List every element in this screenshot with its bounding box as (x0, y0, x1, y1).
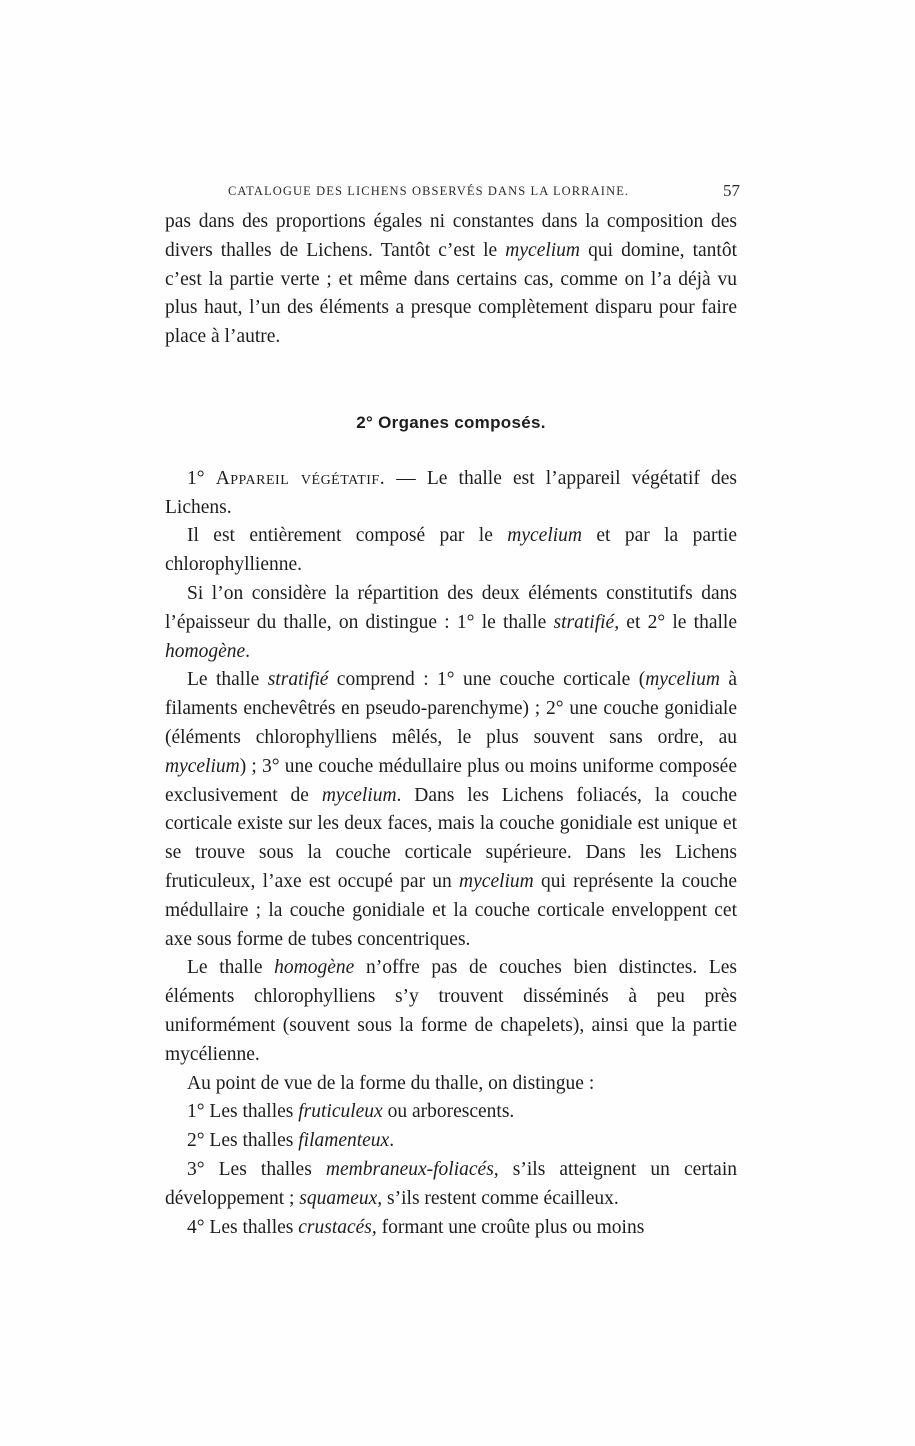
text-run: . (389, 1130, 395, 1152)
text-run: et 2° le thalle (619, 611, 737, 633)
italic-term: mycelium (459, 870, 534, 892)
text-run: s’ils atteignent un certain développement ; (165, 1158, 738, 1209)
italic-term: membraneux-foliacés, (325, 1158, 499, 1180)
body-text (165, 208, 737, 1242)
list-item-crustaces (165, 1214, 737, 1243)
text-run: formant une croûte plus ou moins (376, 1216, 645, 1238)
italic-term: mycelium (321, 784, 397, 806)
running-header (228, 181, 740, 203)
list-item-fruticuleux (165, 1098, 737, 1127)
text-run: et par la partie chlorophyllienne. (165, 525, 737, 576)
italic-term: fruticuleux (298, 1101, 383, 1123)
italic-term: filamenteux (298, 1130, 390, 1152)
italic-term: squameux, (299, 1187, 383, 1209)
italic-term: stratifié, (553, 611, 620, 633)
paragraph-thalle-homogene (165, 954, 737, 1069)
text-run: qui représente la couche médullaire ; la couche gonidiale et la couche corticale enveloppent cet axe sous forme de tubes concentriques. (165, 870, 737, 950)
italic-term: mycelium (505, 239, 581, 261)
italic-term: mycelium (645, 669, 720, 691)
paragraph-appareil-vegetatif (165, 465, 737, 523)
running-title: CATALOGUE DES LICHENS OBSERVÉS DANS LA LORRAINE. (228, 184, 630, 198)
text-run: à filaments enchevêtrés en pseudo-parenchyme) ; 2° une couche gonidiale (éléments chlorophylliens mêlés, le plus souvent sans ordre, au (165, 669, 738, 748)
italic-term: crustacés, (298, 1216, 377, 1238)
paragraph-thalle-stratifie (165, 666, 737, 954)
list-item-membraneux (165, 1156, 737, 1214)
italic-term: mycelium (507, 525, 582, 547)
text-run: pas dans des proportions égales ni constantes dans la composition des divers thalles de Lichens. Tantôt c’est le (165, 211, 737, 261)
text-run: . Dans les Lichens foliacés, la couche corticale existe sur les deux faces, mais la couche gonidiale est unique et se trouve sous la couche corticale supérieure. Dans les Lichens fruticuleux, l’axe est occupé par un (165, 784, 737, 892)
text-run: Si l’on considère la répartition des deux éléments constitutifs dans l’épaisseur du thalle, on distingue : 1° le thalle (165, 582, 737, 633)
italic-term: homogène (165, 640, 246, 662)
text-run: ) ; 3° une couche médullaire plus ou moins uniforme composée exclusivement de (165, 755, 737, 806)
text-run: s’ils restent comme écailleux. (382, 1187, 619, 1209)
page-number: 57 (723, 181, 740, 200)
text-run: . (245, 640, 251, 662)
text-run: 2° Les thalles (187, 1130, 299, 1152)
text-run: ou arborescents. (382, 1101, 515, 1123)
section-heading: 2° Organes composés. (356, 412, 546, 432)
text-run: 3° Les thalles (187, 1158, 326, 1180)
paragraph-composition (165, 522, 737, 580)
paragraph-repartition (165, 580, 737, 666)
text-run: 1° Les thalles (187, 1101, 299, 1123)
text-run: Le thalle (187, 957, 275, 979)
smallcaps-term: Appareil végétatif. (215, 467, 386, 489)
italic-term: stratifié (267, 669, 329, 691)
paragraph-forme-du-thalle: Au point de vue de la forme du thalle, on distingue : (187, 1072, 595, 1094)
italic-term: mycelium (165, 755, 240, 777)
text-run: 1° (187, 467, 216, 489)
text-run: 4° Les thalles (187, 1216, 299, 1238)
list-item-filamenteux (165, 1127, 737, 1156)
text-run: — Le thalle est l’appareil végétatif des Lichens. (165, 467, 737, 518)
text-run: qui domine, tantôt c’est la partie verte ; et même dans certains cas, comme on l’a déjà vu plus haut, l’un des éléments a presque complètement disparu pour faire place à l’autre. (165, 239, 737, 348)
text-run: n’offre pas de couches bien distinctes. Les éléments chlorophylliens s’y trouvent disséminés à peu près uniformément (souvent sous la forme de chapelets), ainsi que la partie mycélienne. (165, 957, 737, 1065)
text-run: comprend : 1° une couche corticale ( (328, 669, 646, 691)
text-run: Il est entièrement composé par le (187, 525, 508, 547)
text-run: Le thalle (187, 669, 268, 691)
italic-term: homogène (274, 957, 355, 979)
paragraph-continuation (165, 208, 737, 352)
